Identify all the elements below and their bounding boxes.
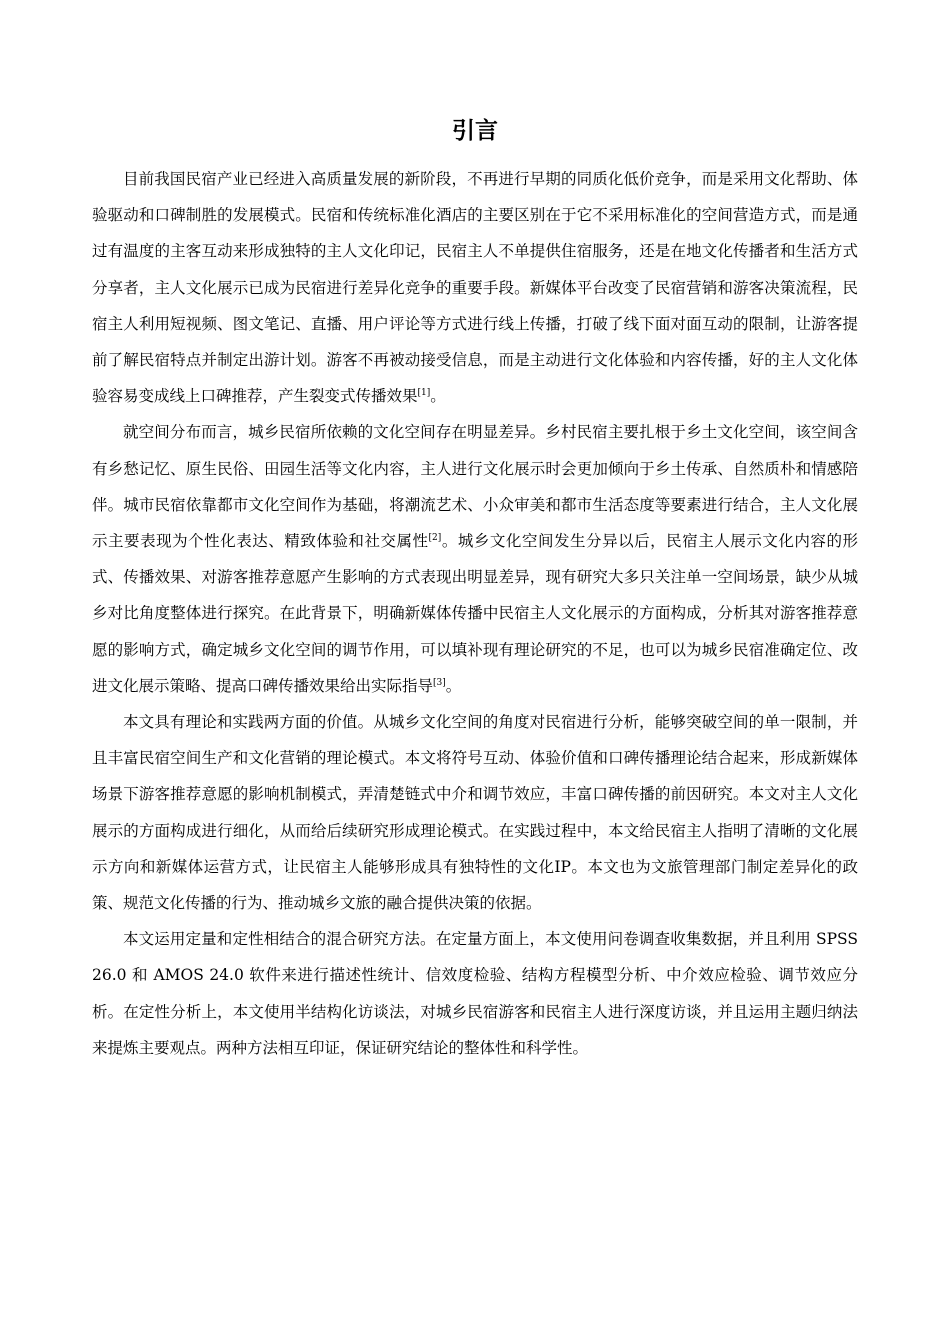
paragraph-text: 。 xyxy=(445,676,462,695)
paragraph-text: 。城乡文化空间发生分异以后，民宿主人展示文化内容的形式、传播效果、对游客推荐意愿产生影响的方式表现出明显差异，现有研究大多只关注单一空间场景，缺少从城乡对比角度整体进行探究。在此背景下，明确新媒体传播中民宿主人文化展示的方面构成，分析其对游客推荐意愿的影响方式，确定城乡文化空间的调节作用，可以填补现有理论研究的不足，也可以为城乡民宿准确定位、改进文化展示策略、提高口碑传播效果给出实际指导 xyxy=(92,532,858,695)
paragraph-text: 本文运用定量和定性相结合的混合研究方法。在定量方面上，本文使用问卷调查收集数据，并且利用 SPSS 26.0 和 AMOS 24.0 软件来进行描述性统计、信效度检验、结构方程模型分析、中介效应检验、调节效应分析。在定性分析上，本文使用半结构化访谈法，对城乡民宿游客和民宿主人进行深度访谈，并且运用主题归纳法来提炼主要观点。两种方法相互印证，保证研究结论的整体性和科学性。 xyxy=(92,930,858,1057)
body-paragraph xyxy=(92,161,858,414)
document-body xyxy=(92,161,858,1066)
paragraph-text: 目前我国民宿产业已经进入高质量发展的新阶段，不再进行早期的同质化低价竞争，而是采用文化帮助、体验驱动和口碑制胜的发展模式。民宿和传统标准化酒店的主要区别在于它不采用标准化的空间营造方式，而是通过有温度的主客互动来形成独特的主人文化印记，民宿主人不单提供住宿服务，还是在地文化传播者和生活方式分享者，主人文化展示已成为民宿进行差异化竞争的重要手段。新媒体平台改变了民宿营销和游客决策流程，民宿主人利用短视频、图文笔记、直播、用户评论等方式进行线上传播，打破了线下面对面互动的限制，让游客提前了解民宿特点并制定出游计划。游客不再被动接受信息，而是主动进行文化体验和内容传播，好的主人文化体验容易变成线上口碑推荐，产生裂变式传播效果 xyxy=(92,170,858,406)
paragraph-text: 。 xyxy=(430,387,446,406)
body-paragraph xyxy=(92,704,858,921)
citation-reference: [3] xyxy=(433,677,446,688)
page-title: 引言 xyxy=(452,118,498,144)
paragraph-text: 本文具有理论和实践两方面的价值。从城乡文化空间的角度对民宿进行分析，能够突破空间的单一限制，并且丰富民宿空间生产和文化营销的理论模式。本文将符号互动、体验价值和口碑传播理论结合起来，形成新媒体场景下游客推荐意愿的影响机制模式，弄清楚链式中介和调节效应，丰富口碑传播的前因研究。本文对主人文化展示的方面构成进行细化，从而给后续研究形成理论模式。在实践过程中，本文给民宿主人指明了清晰的文化展示方向和新媒体运营方式，让民宿主人能够形成具有独特性的文化IP。本文也为文旅管理部门制定差异化的政策、规范文化传播的行为、推动城乡文旅的融合提供决策的依据。 xyxy=(92,713,858,913)
citation-reference: [1] xyxy=(417,388,431,399)
body-paragraph xyxy=(92,921,858,1066)
paragraph-text: 就空间分布而言，城乡民宿所依赖的文化空间存在明显差异。乡村民宿主要扎根于乡土文化空间，该空间含有乡愁记忆、原生民俗、田园生活等文化内容，主人进行文化展示时会更加倾向于乡土传承、自然质朴和情感陪伴。城市民宿依靠都市文化空间作为基础，将潮流艺术、小众审美和都市生活态度等要素进行结合，主人文化展示主要表现为个性化表达、精致体验和社交属性 xyxy=(92,423,858,551)
citation-reference: [2] xyxy=(428,532,442,543)
body-paragraph xyxy=(92,414,858,704)
